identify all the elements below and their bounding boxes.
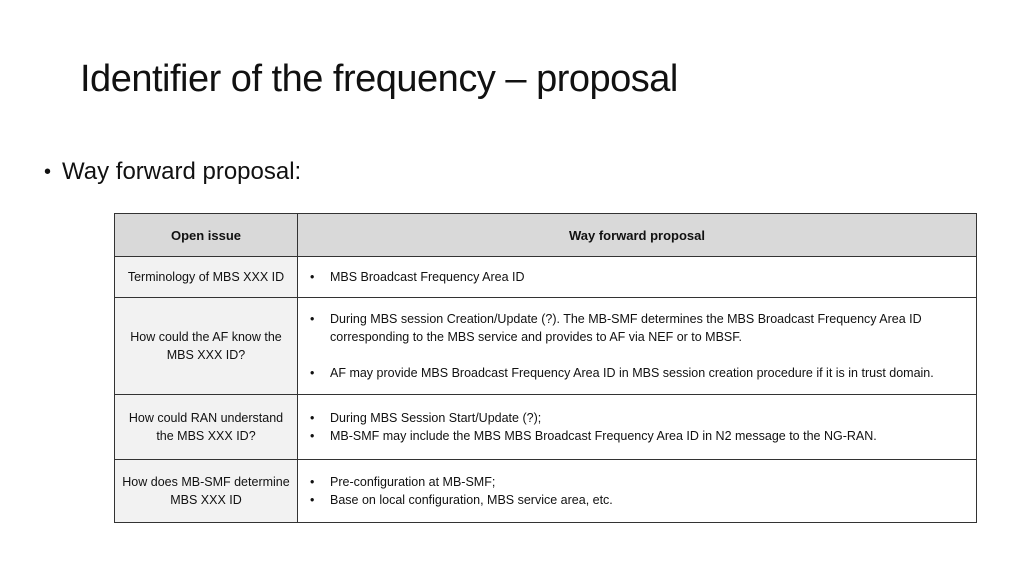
header-way-forward: Way forward proposal [298, 214, 977, 257]
table-row [115, 298, 977, 395]
header-open-issue: Open issue [115, 214, 298, 257]
proposal-cell [298, 298, 977, 395]
proposal-cell [298, 257, 977, 298]
table-header-row [115, 214, 977, 257]
proposal-table [114, 213, 977, 523]
issue-cell: How could the AF know the MBS XXX ID? [115, 298, 298, 395]
proposal-item: • During MBS session Creation/Update (?). The MB-SMF determines the MBS Broadcast Frequency Area ID corresponding to the MBS service and provides to AF via NEF or to MBSF. [306, 310, 966, 346]
issue-cell: How could RAN understand the MBS XXX ID? [115, 395, 298, 460]
issue-cell: How does MB-SMF determine MBS XXX ID [115, 460, 298, 523]
bullet-dot-icon: • [44, 160, 52, 183]
proposal-item: • AF may provide MBS Broadcast Frequency Area ID in MBS session creation procedure if it is in trust domain. [306, 364, 966, 382]
proposal-item: • Base on local configuration, MBS service area, etc. [306, 491, 966, 509]
proposal-item: • MBS Broadcast Frequency Area ID [306, 268, 966, 286]
proposal-item: • MB-SMF may include the MBS MBS Broadcast Frequency Area ID in N2 message to the NG-RAN. [306, 427, 966, 445]
proposal-item: • During MBS Session Start/Update (?); [306, 409, 966, 427]
table-row [115, 257, 977, 298]
proposal-cell [298, 395, 977, 460]
bullet-item [44, 158, 301, 186]
table-row [115, 395, 977, 460]
proposal-item: • Pre-configuration at MB-SMF; [306, 473, 966, 491]
bullet-text: Way forward proposal: [62, 158, 302, 185]
proposal-cell [298, 460, 977, 523]
slide-title: Identifier of the frequency – proposal [80, 58, 678, 100]
table-row [115, 460, 977, 523]
issue-cell: Terminology of MBS XXX ID [115, 257, 298, 298]
